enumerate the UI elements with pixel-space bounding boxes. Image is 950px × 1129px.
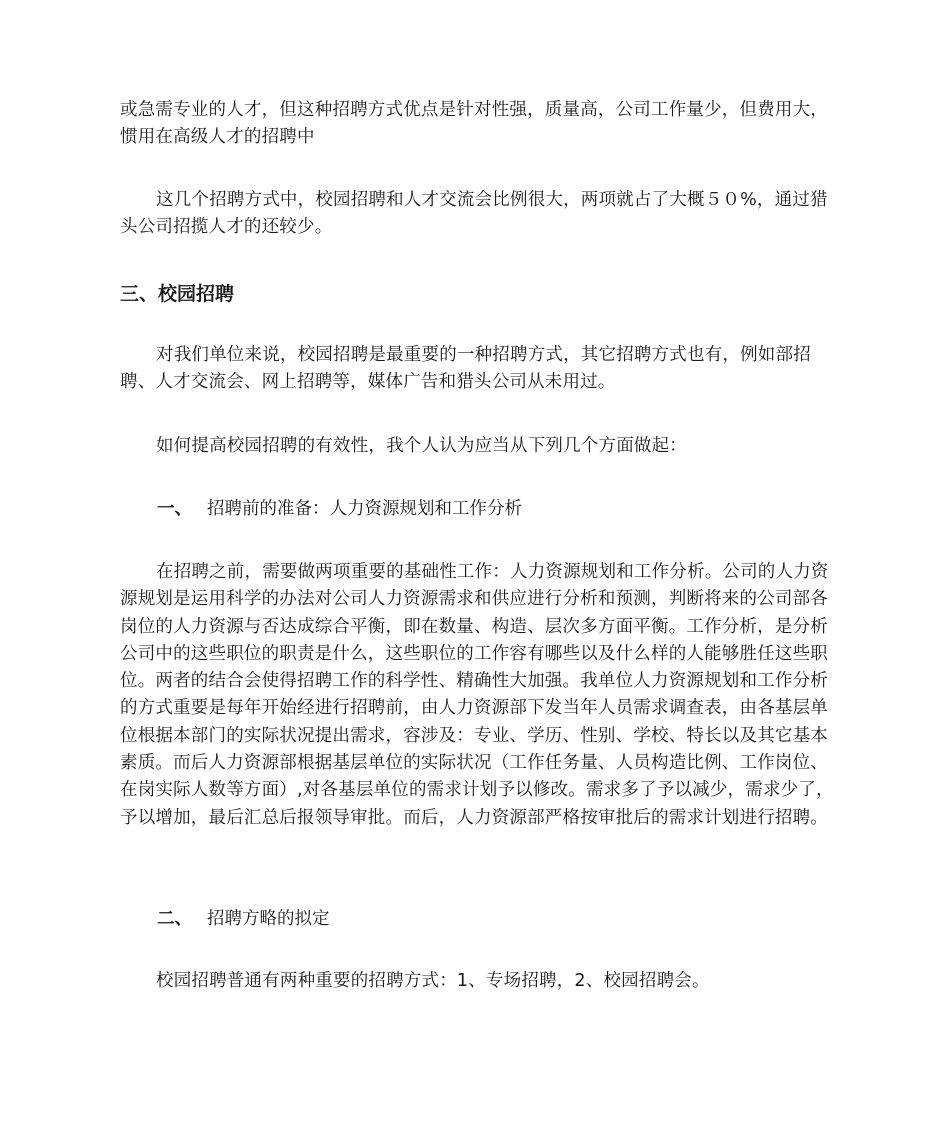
subheading-preparation: [157, 496, 522, 523]
subheading-title: 招聘方略的拟定: [207, 909, 330, 929]
paragraph-recruitment-method-summary: 或急需专业的人才，但这种招聘方式优点是针对性强，质量高，公司工作量少，但费用大，惯用在高级人才的招聘中: [120, 100, 828, 148]
paragraph-effectiveness-intro: 如何提高校园招聘的有效性，我个人认为应当从下列几个方面做起：: [156, 436, 687, 456]
subheading-number: 二、: [157, 909, 192, 929]
subheading-number: 一、: [157, 499, 192, 519]
section-heading-campus-recruitment: 三、校园招聘: [120, 283, 235, 305]
subheading-strategy: [157, 906, 330, 933]
paragraph-planning-and-analysis: 在招聘之前，需要做两项重要的基础性工作：人力资源规划和工作分析。公司的人力资源规划是运用科学的办法对公司人力资源需求和供应进行分析和预测，判断将来的公司部各岗位的人力资源与否达成综合平衡，即在数量、构造、层次多方面平衡。工作分析，是分析公司中的这些职位的职责是什么，这些职位的工作容有哪些以及什么样的人能够胜任这些职位。两者的结合会使得招聘工作的科学性、精确性大加强。我单位人力资源规划和工作分析的方式重要是每年开始经进行招聘前，由人力资源部下发当年人员需求调查表，由各基层单位根据本部门的实际状况提出需求，容涉及：专业、学历、性别、学校、特长以及其它基本素质。而后人力资源部根据基层单位的实际状况（工作任务量、人员构造比例、工作岗位、在岗实际人数等方面）,对各基层单位的需求计划予以修改。需求多了予以减少，需求少了，予以增加，最后汇总后报领导审批。而后，人力资源部严格按审批后的需求计划进行招聘。: [120, 562, 834, 828]
paragraph-recruitment-ratio: 这几个招聘方式中，校园招聘和人才交流会比例很大，两项就占了大概５０%，通过猎头公司招揽人才的还较少。: [120, 190, 828, 238]
paragraph-campus-importance: 对我们单位来说，校园招聘是最重要的一种招聘方式，其它招聘方式也有，例如部招聘、人才交流会、网上招聘等，媒体广告和猎头公司从未用过。: [120, 345, 811, 393]
subheading-title: 招聘前的准备：人力资源规划和工作分析: [207, 499, 522, 519]
paragraph-campus-methods: 校园招聘普通有两种重要的招聘方式：1、专场招聘，2、校园招聘会。: [156, 971, 710, 991]
